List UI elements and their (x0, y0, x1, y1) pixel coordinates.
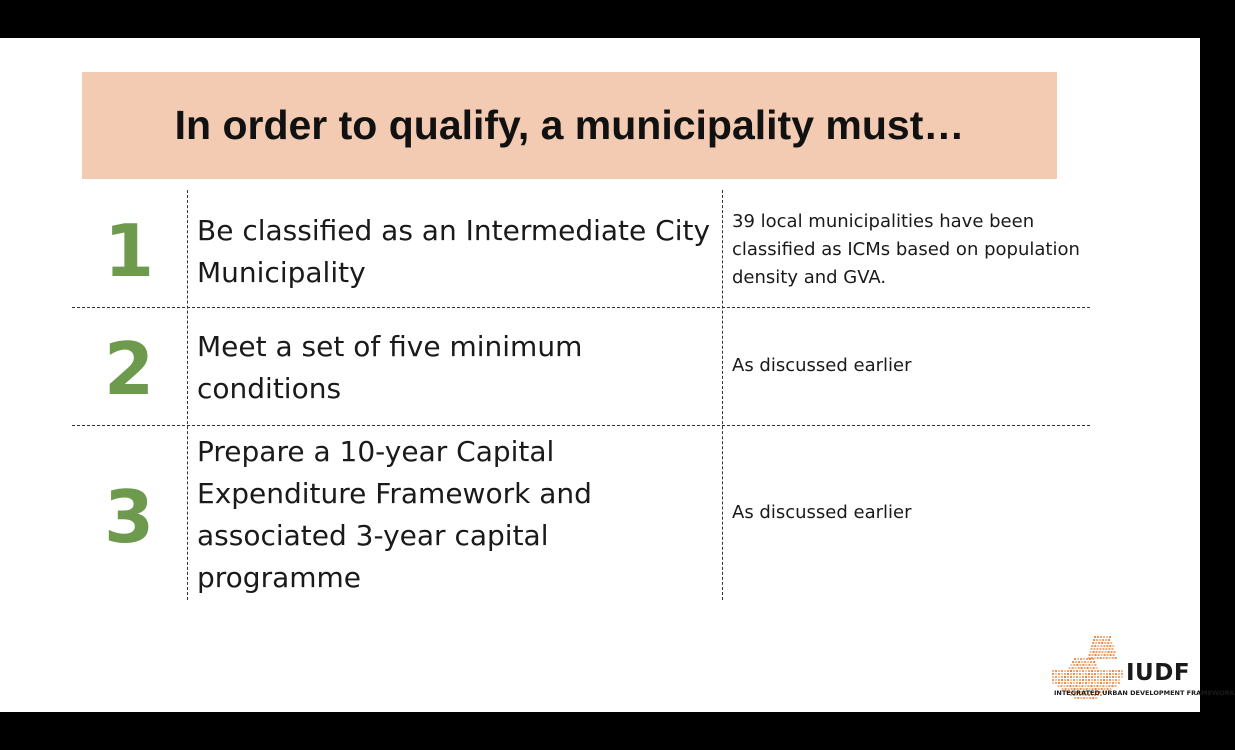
requirement-text: Prepare a 10-year Capital Expenditure Framework and associated 3-year capital programme (197, 435, 592, 594)
row-divider-1 (72, 307, 1090, 308)
row-number: 1 (103, 209, 155, 293)
row-note: 39 local municipalities have been classified as ICMs based on population density and GVA. (732, 211, 1080, 288)
row-divider-2 (72, 425, 1090, 426)
slide-title: In order to qualify, a municipality must… (174, 102, 965, 148)
requirement-text: Meet a set of five minimum conditions (197, 330, 583, 405)
row-number: 2 (103, 327, 155, 411)
row-note: As discussed earlier (732, 355, 912, 376)
logo-name: IUDF (1126, 660, 1191, 686)
requirement-text: Be classified as an Intermediate City Municipality (197, 214, 711, 289)
logo-subtitle: INTEGRATED URBAN DEVELOPMENT FRAMEWORK (1054, 689, 1235, 697)
row-number: 3 (103, 475, 155, 559)
column-divider-right (722, 190, 723, 600)
row-note: As discussed earlier (732, 502, 912, 523)
slide (0, 38, 1235, 712)
title-banner (82, 72, 1057, 179)
